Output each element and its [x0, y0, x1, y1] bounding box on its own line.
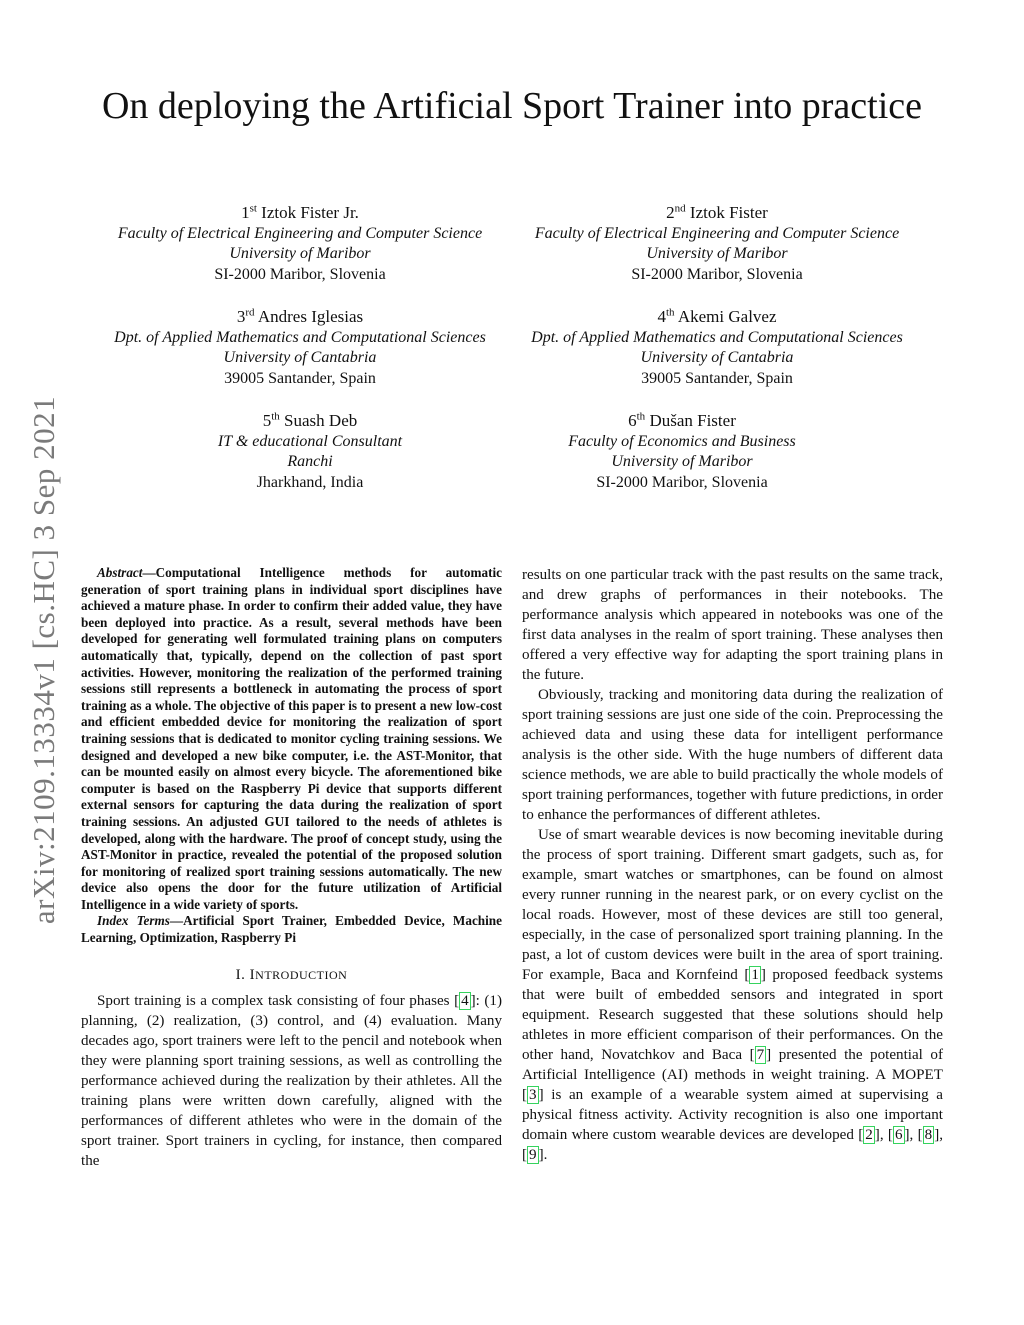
- author-university: University of Maribor: [646, 245, 788, 262]
- paragraph-text: Sport training is a complex task consisting of four phases: [97, 992, 455, 1009]
- author-name: Iztok Fister Jr.: [261, 203, 359, 222]
- author-ordinal: 5: [262, 411, 272, 430]
- author-5: [100, 411, 520, 493]
- paragraph-text: is an example of a wearable system aimed at supervising a physical fitness activity. Activity recognition is also one important domain where custom wearable devices are developed: [522, 1087, 943, 1143]
- citation-separator: ,: [879, 1127, 888, 1143]
- citation-link[interactable]: 8: [924, 1127, 933, 1143]
- paragraph-text: : (1) planning, (2) realization, (3) control, and (4) evaluation. Many decades ago, sport trainers were left to the pencil and notebook when they were planning sport training sessions, as well as controlling the performance achieved during the realization by their athletes. All the training plans were written down carefully, aligned with the performances of different athletes who were in the domain of the sport trainer. Sport trainers in cycling, for instance, then compared the: [81, 992, 502, 1169]
- intro-paragraph-continued: results on one particular track with the past results on the same track, and drew graphs of performances in their notebooks. The performance analysis which appeared in notebooks was one of the first data analyses in the realm of sport training. These analyses then offered a very effective way for adapting the sport training plans in the future.: [522, 567, 943, 683]
- author-ordinal: 6: [628, 411, 637, 430]
- author-name: Dušan Fister: [649, 411, 736, 430]
- paragraph-text: proposed feedback systems that were built of embedded sensors and integrated in sport equipment. Research suggested that these solutions should help athletes in more efficient comparison of their performances. On the other hand, Novatchkov and Baca: [522, 967, 943, 1063]
- author-ordinal: 3: [236, 307, 246, 326]
- author-ordinal-suffix: th: [271, 410, 280, 423]
- author-2: [507, 203, 927, 285]
- citation-separator: ,: [909, 1127, 918, 1143]
- intro-paragraph-3: Use of smart wearable devices is now becoming inevitable during the process of sport training. Different smart gadgets, such as, for example, smart watches or smartphones, can be found on almost every runner running in the nearest park, or on every cyclist on the local roads. However, most of these devices are still too general, especially, in the case of personalized sport training planning. In the past, a lot of custom devices were built in the area of sport training. For example, Baca and Kornfeind [ 1 ] proposed feedback systems that were built of embedded sensors and integrated in sport equipment. Research suggested that these solutions should help athletes in more efficient comparison of their performances. On the other hand, Novatchkov and Baca [ 7 ] presented the potential of Artificial Intelligence (AI) methods in weight training. A MOPET [ 3 ] is an example of a wearable system aimed at supervising a physical fitness activity. Activity recognition is also one important domain where custom wearable devices are developed [ 2 ], [ 6 ], [ 8 ], [ 9 ].: [522, 827, 944, 1163]
- index-terms: [81, 913, 502, 946]
- author-city: Ranchi: [287, 453, 333, 470]
- author-name: Andres Iglesias: [257, 307, 364, 326]
- author-ordinal: 4: [657, 307, 666, 326]
- paragraph-text: presented the potential of Artificial Intelligence (AI) methods in weight training. A MOPET: [522, 1047, 943, 1083]
- author-name: Akemi Galvez: [677, 307, 777, 326]
- author-address: Jharkhand, India: [256, 473, 364, 491]
- paragraph-end: .: [543, 1147, 548, 1163]
- citation-link[interactable]: 3: [529, 1087, 537, 1103]
- author-affiliation: Faculty of Electrical Engineering and Computer Science: [117, 224, 483, 242]
- author-ordinal-suffix: nd: [674, 202, 686, 215]
- author-ordinal-suffix: th: [636, 410, 646, 423]
- citation-link[interactable]: 9: [529, 1147, 537, 1163]
- citation-link[interactable]: 7: [756, 1047, 765, 1063]
- author-ordinal: 2: [666, 203, 675, 222]
- citation-link[interactable]: 4: [461, 992, 469, 1009]
- intro-paragraph-1: Sport training is a complex task consisting of four phases [ 4 ]: (1) planning, (2) realization, (3) control, and (4) evaluation. Many decades ago, sport trainers were left to the pencil and notebook when they were planning sport training sessions, as well as controlling the performance achieved during the realization by their athletes. All the training plans were written down carefully, aligned with the performances of different athletes who were in the domain of the sport trainer. Sport trainers in cycling, for instance, then compared the: [81, 992, 502, 1169]
- author-affiliation: Dpt. of Applied Mathematics and Computational Sciences: [531, 328, 903, 346]
- paragraph-text: Use of smart wearable devices is now becoming inevitable during the process of sport training. Different smart gadgets, such as, for example, smart watches or smartphones, can be found on almost every runner running in the nearest park, or on every cyclist on the local roads. However, most of these devices are still too general, especially, in the case of personalized sport training planning. In the past, a lot of custom devices were built in the area of sport training. For example, Baca and Kornfeind: [522, 827, 943, 983]
- section-title-smallcaps: NTRODUCTION: [255, 967, 348, 982]
- author-ordinal-suffix: rd: [245, 306, 255, 319]
- index-terms-lead: Index Terms: [97, 913, 170, 929]
- author-university: University of Maribor: [229, 245, 371, 262]
- author-6: [472, 411, 892, 493]
- author-affiliation: Faculty of Economics and Business: [568, 432, 796, 450]
- author-4: [507, 307, 927, 389]
- citation-separator: ,: [939, 1127, 944, 1143]
- author-affiliation: IT & educational Consultant: [217, 432, 403, 450]
- citation-link[interactable]: 6: [894, 1127, 903, 1143]
- author-name: Iztok Fister: [689, 203, 768, 222]
- section-initial: I: [249, 966, 256, 983]
- author-affiliation: Dpt. of Applied Mathematics and Computational Sciences: [114, 328, 486, 346]
- author-address: 39005 Santander, Spain: [641, 369, 793, 387]
- author-address: SI-2000 Maribor, Slovenia: [631, 265, 803, 283]
- right-column: [522, 565, 943, 1165]
- intro-paragraph-2: Obviously, tracking and monitoring data during the realization of sport training sessions are just one side of the coin. Preprocessing the achieved data and using these data for intelligent performance analysis is the other side. With the huge numbers of different data science methods, we are able to build practically the whole models of sport training performances, together with future predictions, in order to enhance the performances of different athletes.: [522, 687, 943, 823]
- paper-title: On deploying the Artificial Sport Trainer into practice: [101, 85, 922, 127]
- author-university: University of Cantabria: [223, 349, 377, 366]
- section-heading-introduction: [81, 965, 502, 985]
- author-name: Suash Deb: [284, 411, 358, 430]
- author-ordinal-suffix: th: [665, 306, 675, 319]
- arxiv-sidebar-stamp: [20, 360, 68, 960]
- arxiv-id: arXiv:2109.13334v1 [cs.HC] 3 Sep 2021: [26, 395, 62, 925]
- citation-link[interactable]: 1: [751, 967, 759, 983]
- abstract: [81, 565, 502, 913]
- author-address: 39005 Santander, Spain: [224, 369, 376, 387]
- index-terms-text: —Artificial Sport Trainer, Embedded Device, Machine Learning, Optimization, Raspberry Pi: [81, 913, 502, 946]
- author-university: University of Maribor: [611, 453, 753, 470]
- abstract-lead: Abstract: [97, 565, 143, 580]
- citation-link[interactable]: 2: [865, 1127, 873, 1143]
- author-3: [90, 307, 510, 389]
- author-university: University of Cantabria: [640, 349, 794, 366]
- author-affiliation: Faculty of Electrical Engineering and Computer Science: [534, 224, 900, 242]
- author-address: SI-2000 Maribor, Slovenia: [596, 473, 768, 491]
- left-column: [81, 565, 502, 1171]
- abstract-text: —Computational Intelligence methods for automatic generation of sport training plans in individual sport disciplines have achieved a mature phase. In order to confirm their added value, they have been deployed into practice. As a result, several methods have been developed for generating well formulated training plans on computers automatically that, typically, depend on the collection of past sport activities. However, monitoring the realization of the performed training sessions still represents a bottleneck in automating the process of sport training as a whole. The objective of this paper is to present a new low-cost and efficient embedded device for monitoring the realization of sport training sessions that is dedicated to monitor cycling training sessions. We designed and developed a new bike computer, i.e. the AST-Monitor, that can be mounted easily on almost every bicycle. The aforementioned bike computer is based on the Raspberry Pi device that supports different external sensors for capturing the data during the realization of sport training sessions. An adjusted GUI tailored to the needs of athletes is developed, along with the hardware. The proof of concept study, using the AST-Monitor in practice, revealed the potential of the proposed solution for monitoring of realized sport training sessions automatically. The new device also opens the door for the future utilization of Artificial Intelligence in a wide variety of sports.: [81, 565, 502, 912]
- author-ordinal: 1: [241, 203, 250, 222]
- section-number: I.: [235, 966, 250, 983]
- author-1: [90, 203, 510, 285]
- author-address: SI-2000 Maribor, Slovenia: [214, 265, 386, 283]
- author-ordinal-suffix: st: [249, 202, 257, 215]
